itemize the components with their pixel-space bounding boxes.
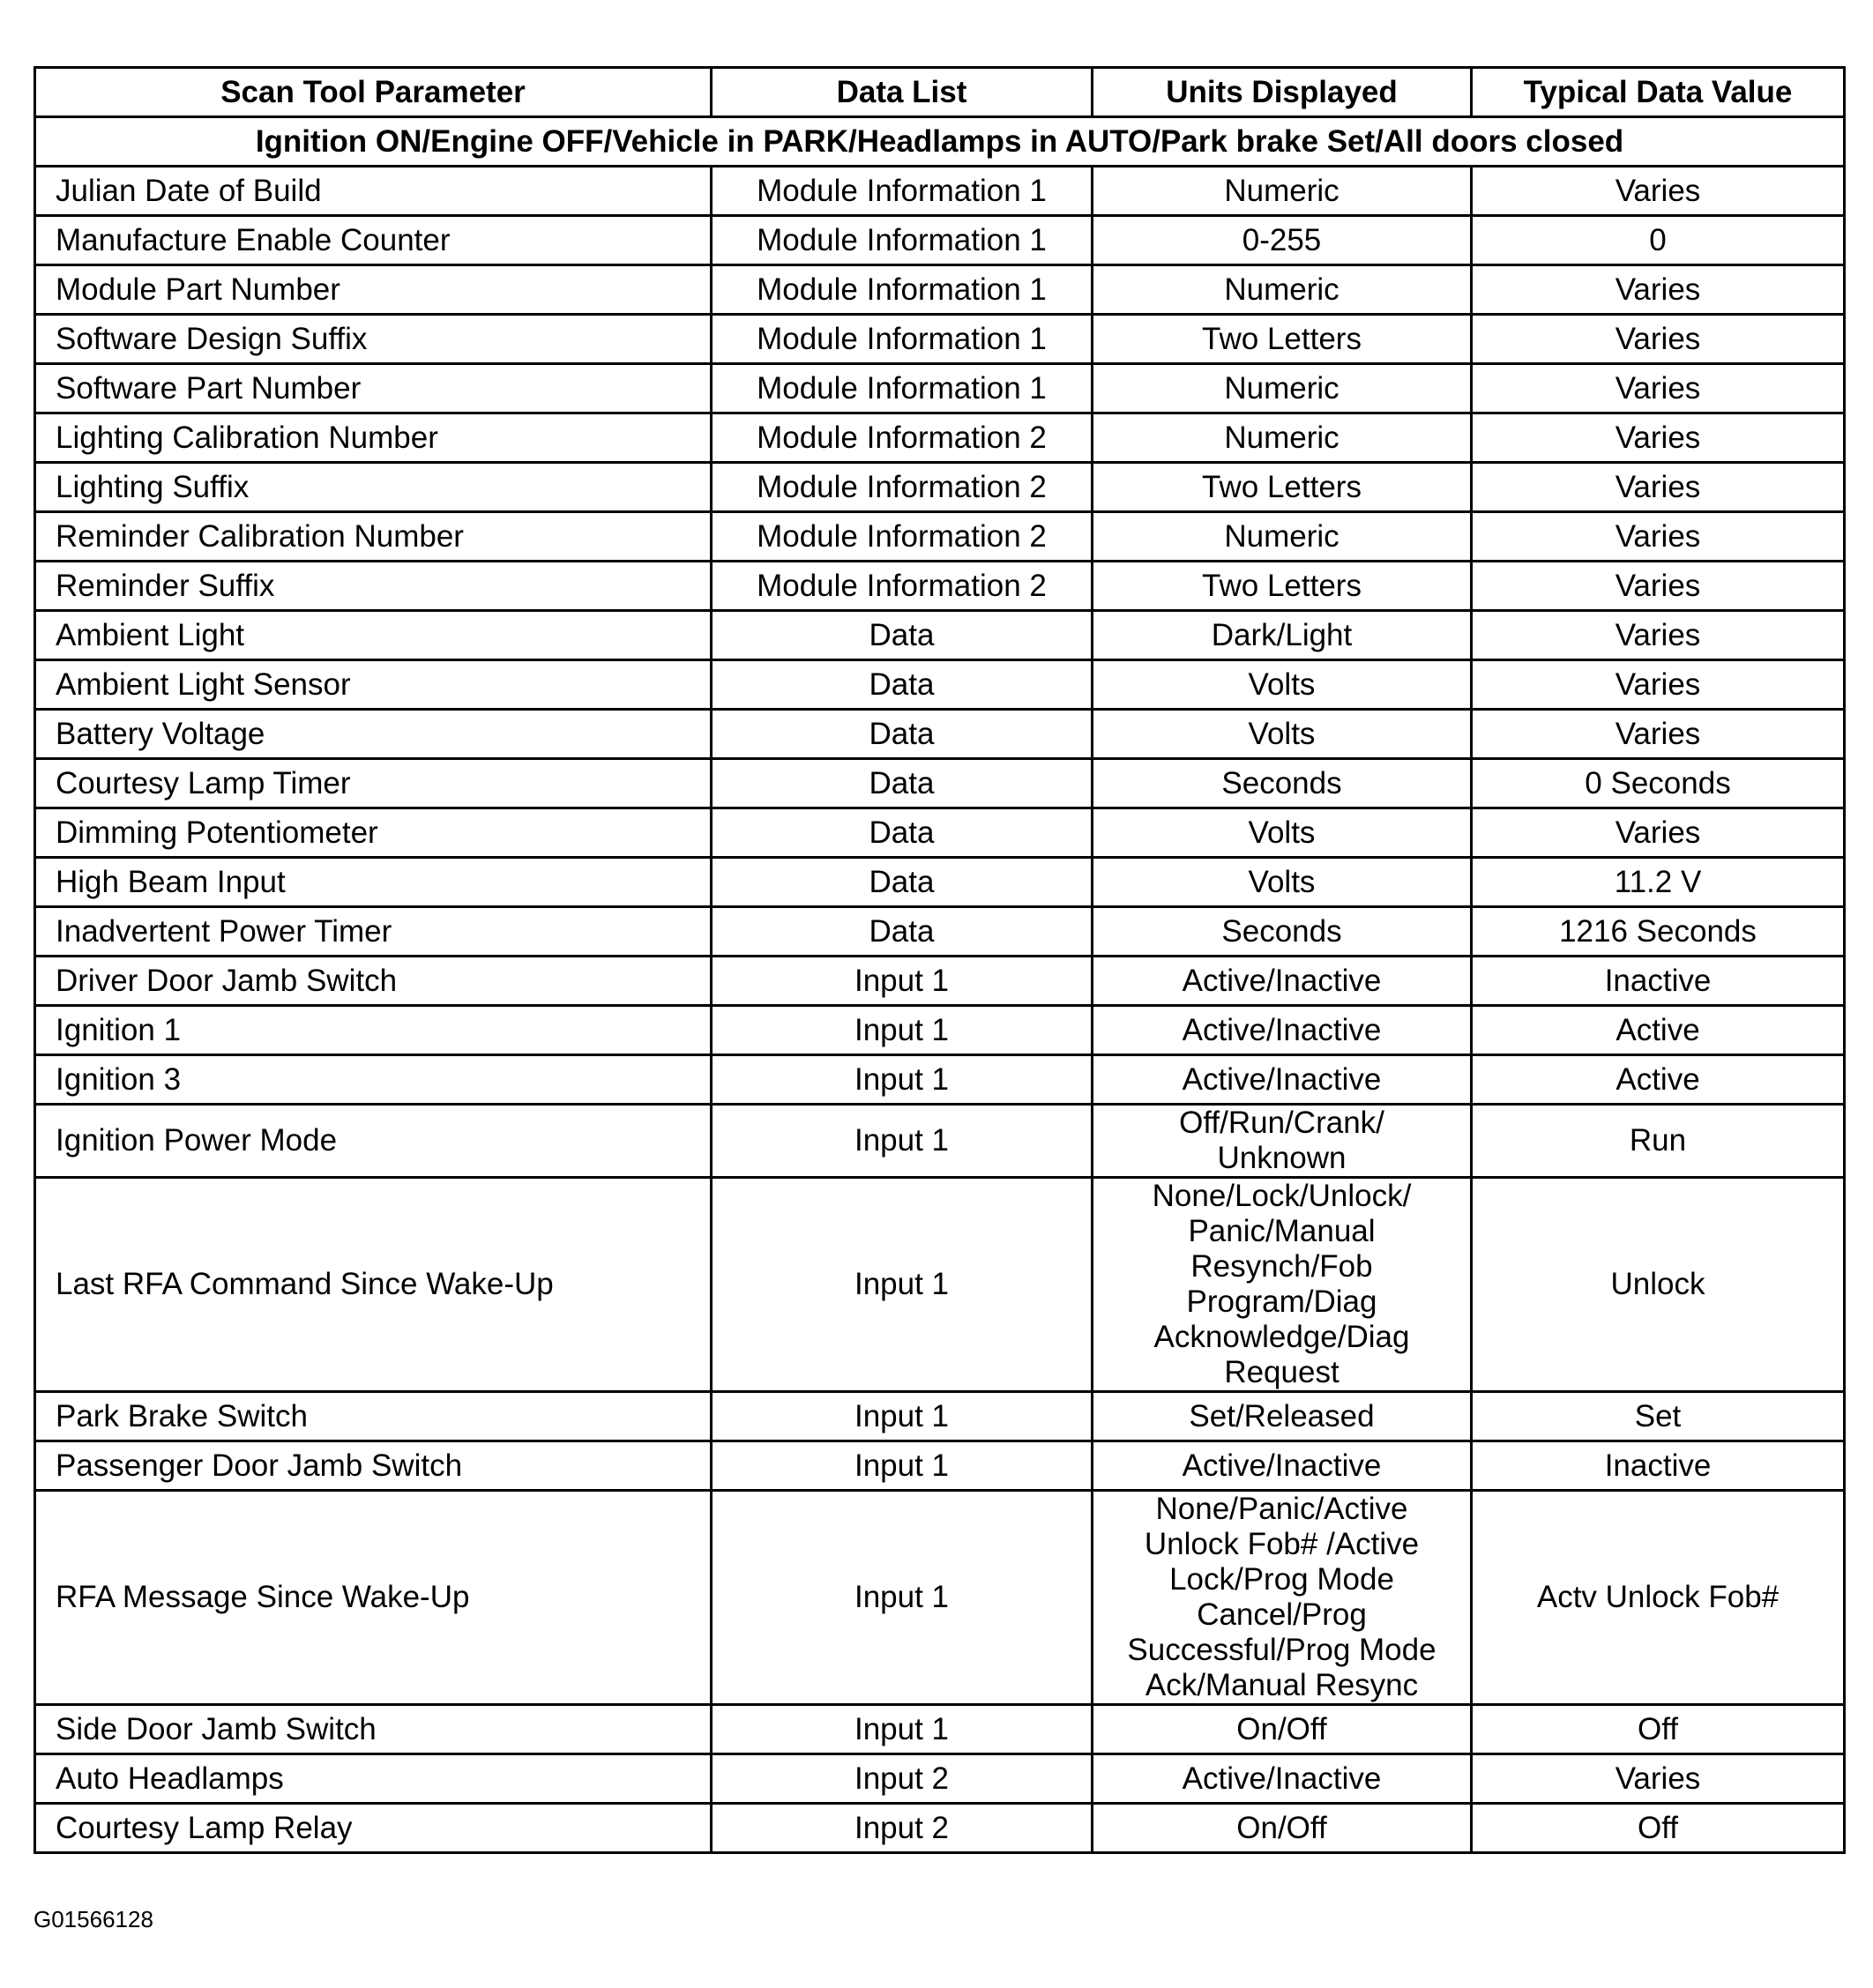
parameter-cell: Lighting Calibration Number <box>35 413 712 463</box>
parameter-cell: Ignition 1 <box>35 1006 712 1055</box>
parameter-cell: Ignition Power Mode <box>35 1105 712 1178</box>
typical-value-cell: Run <box>1472 1105 1845 1178</box>
table-row <box>35 1006 1845 1055</box>
table-row <box>35 710 1845 759</box>
data-list-cell: Input 1 <box>712 1178 1093 1392</box>
typical-value-cell: Varies <box>1472 167 1845 216</box>
units-cell: Two Letters <box>1093 315 1472 364</box>
table-row <box>35 512 1845 562</box>
parameter-cell: Battery Voltage <box>35 710 712 759</box>
parameter-cell: Manufacture Enable Counter <box>35 216 712 265</box>
typical-value-cell: Unlock <box>1472 1178 1845 1392</box>
table-row <box>35 1392 1845 1441</box>
typical-value-cell: Varies <box>1472 611 1845 660</box>
parameter-cell: Software Part Number <box>35 364 712 413</box>
parameter-cell: Julian Date of Build <box>35 167 712 216</box>
table-row <box>35 1441 1845 1491</box>
units-cell: Set/Released <box>1093 1392 1472 1441</box>
units-cell: Active/Inactive <box>1093 1754 1472 1804</box>
data-list-cell: Module Information 2 <box>712 463 1093 512</box>
data-list-cell: Data <box>712 808 1093 858</box>
data-list-cell: Data <box>712 710 1093 759</box>
parameter-cell: Park Brake Switch <box>35 1392 712 1441</box>
parameter-cell: Lighting Suffix <box>35 463 712 512</box>
typical-value-cell: Varies <box>1472 364 1845 413</box>
table-row <box>35 858 1845 907</box>
data-list-cell: Module Information 2 <box>712 562 1093 611</box>
data-list-cell: Module Information 2 <box>712 413 1093 463</box>
data-list-cell: Input 1 <box>712 1006 1093 1055</box>
data-list-cell: Data <box>712 611 1093 660</box>
parameter-cell: Inadvertent Power Timer <box>35 907 712 957</box>
typical-value-cell: Active <box>1472 1006 1845 1055</box>
parameter-cell: Ambient Light Sensor <box>35 660 712 710</box>
header-units-displayed: Units Displayed <box>1093 68 1472 117</box>
table-row <box>35 660 1845 710</box>
data-list-cell: Input 1 <box>712 1441 1093 1491</box>
data-list-cell: Input 1 <box>712 1392 1093 1441</box>
typical-value-cell: Off <box>1472 1804 1845 1853</box>
data-list-cell: Module Information 1 <box>712 167 1093 216</box>
data-list-cell: Input 1 <box>712 1105 1093 1178</box>
table-row <box>35 1491 1845 1705</box>
units-cell: Active/Inactive <box>1093 1441 1472 1491</box>
typical-value-cell: 11.2 V <box>1472 858 1845 907</box>
data-list-cell: Module Information 1 <box>712 364 1093 413</box>
table-header-row <box>35 68 1845 117</box>
typical-value-cell: Varies <box>1472 808 1845 858</box>
table-row <box>35 1804 1845 1853</box>
units-cell: Two Letters <box>1093 463 1472 512</box>
data-list-cell: Module Information 2 <box>712 512 1093 562</box>
data-list-cell: Input 1 <box>712 1055 1093 1105</box>
data-list-cell: Data <box>712 759 1093 808</box>
table-row <box>35 1754 1845 1804</box>
typical-value-cell: 0 <box>1472 216 1845 265</box>
typical-value-cell: Varies <box>1472 1754 1845 1804</box>
units-cell: Numeric <box>1093 265 1472 315</box>
units-cell: Dark/Light <box>1093 611 1472 660</box>
units-cell: On/Off <box>1093 1804 1472 1853</box>
table-row <box>35 413 1845 463</box>
data-list-cell: Data <box>712 660 1093 710</box>
table-row <box>35 364 1845 413</box>
typical-value-cell: 1216 Seconds <box>1472 907 1845 957</box>
parameter-cell: Software Design Suffix <box>35 315 712 364</box>
typical-value-cell: Varies <box>1472 660 1845 710</box>
typical-value-cell: Varies <box>1472 463 1845 512</box>
units-cell: Volts <box>1093 660 1472 710</box>
table-row <box>35 1178 1845 1392</box>
parameter-cell: Side Door Jamb Switch <box>35 1705 712 1754</box>
typical-value-cell: Inactive <box>1472 1441 1845 1491</box>
table-row <box>35 315 1845 364</box>
units-cell: Numeric <box>1093 167 1472 216</box>
test-condition-row <box>35 117 1845 167</box>
parameter-cell: Reminder Suffix <box>35 562 712 611</box>
typical-value-cell: Varies <box>1472 265 1845 315</box>
units-cell: Active/Inactive <box>1093 1055 1472 1105</box>
table-row <box>35 463 1845 512</box>
table-row <box>35 562 1845 611</box>
parameter-cell: Passenger Door Jamb Switch <box>35 1441 712 1491</box>
data-list-cell: Input 1 <box>712 1491 1093 1705</box>
units-cell: Active/Inactive <box>1093 1006 1472 1055</box>
typical-value-cell: Inactive <box>1472 957 1845 1006</box>
table-row <box>35 611 1845 660</box>
parameter-cell: Courtesy Lamp Timer <box>35 759 712 808</box>
table-row <box>35 265 1845 315</box>
units-cell: None/Panic/Active Unlock Fob# /Active Lock/Prog Mode Cancel/Prog Successful/Prog Mode Ack/Manual Resync <box>1093 1491 1472 1705</box>
typical-value-cell: Actv Unlock Fob# <box>1472 1491 1845 1705</box>
units-cell: 0-255 <box>1093 216 1472 265</box>
units-cell: Numeric <box>1093 413 1472 463</box>
typical-value-cell: Active <box>1472 1055 1845 1105</box>
parameter-cell: Ambient Light <box>35 611 712 660</box>
data-list-cell: Input 2 <box>712 1754 1093 1804</box>
typical-value-cell: Varies <box>1472 710 1845 759</box>
scan-tool-data-sheet <box>34 66 1843 1854</box>
parameter-cell: Courtesy Lamp Relay <box>35 1804 712 1853</box>
typical-value-cell: Varies <box>1472 562 1845 611</box>
data-list-cell: Input 1 <box>712 957 1093 1006</box>
parameter-cell: RFA Message Since Wake-Up <box>35 1491 712 1705</box>
typical-value-cell: Varies <box>1472 315 1845 364</box>
units-cell: Seconds <box>1093 759 1472 808</box>
table-row <box>35 216 1845 265</box>
units-cell: Off/Run/Crank/ Unknown <box>1093 1105 1472 1178</box>
parameter-cell: High Beam Input <box>35 858 712 907</box>
units-cell: None/Lock/Unlock/ Panic/Manual Resynch/Fob Program/Diag Acknowledge/Diag Request <box>1093 1178 1472 1392</box>
table-row <box>35 957 1845 1006</box>
table-row <box>35 907 1845 957</box>
table-row <box>35 167 1845 216</box>
typical-value-cell: Varies <box>1472 413 1845 463</box>
typical-value-cell: 0 Seconds <box>1472 759 1845 808</box>
scan-tool-data-table <box>34 66 1846 1854</box>
data-list-cell: Data <box>712 907 1093 957</box>
parameter-cell: Reminder Calibration Number <box>35 512 712 562</box>
typical-value-cell: Set <box>1472 1392 1845 1441</box>
data-list-cell: Input 2 <box>712 1804 1093 1853</box>
units-cell: Two Letters <box>1093 562 1472 611</box>
table-row <box>35 759 1845 808</box>
data-list-cell: Data <box>712 858 1093 907</box>
parameter-cell: Ignition 3 <box>35 1055 712 1105</box>
units-cell: Volts <box>1093 710 1472 759</box>
data-list-cell: Input 1 <box>712 1705 1093 1754</box>
parameter-cell: Module Part Number <box>35 265 712 315</box>
table-row <box>35 1055 1845 1105</box>
units-cell: Active/Inactive <box>1093 957 1472 1006</box>
table-row <box>35 808 1845 858</box>
table-row <box>35 1705 1845 1754</box>
figure-id: G01566128 <box>34 1906 153 1932</box>
units-cell: Seconds <box>1093 907 1472 957</box>
header-scan-tool-parameter: Scan Tool Parameter <box>35 68 712 117</box>
typical-value-cell: Varies <box>1472 512 1845 562</box>
data-list-cell: Module Information 1 <box>712 315 1093 364</box>
parameter-cell: Driver Door Jamb Switch <box>35 957 712 1006</box>
header-typical-data-value: Typical Data Value <box>1472 68 1845 117</box>
header-data-list: Data List <box>712 68 1093 117</box>
typical-value-cell: Off <box>1472 1705 1845 1754</box>
units-cell: Numeric <box>1093 512 1472 562</box>
units-cell: Numeric <box>1093 364 1472 413</box>
units-cell: Volts <box>1093 858 1472 907</box>
test-condition: Ignition ON/Engine OFF/Vehicle in PARK/Headlamps in AUTO/Park brake Set/All doors closed <box>35 117 1845 167</box>
units-cell: Volts <box>1093 808 1472 858</box>
table-row <box>35 1105 1845 1178</box>
data-list-cell: Module Information 1 <box>712 216 1093 265</box>
data-list-cell: Module Information 1 <box>712 265 1093 315</box>
parameter-cell: Dimming Potentiometer <box>35 808 712 858</box>
table-body <box>35 117 1845 1853</box>
units-cell: On/Off <box>1093 1705 1472 1754</box>
parameter-cell: Auto Headlamps <box>35 1754 712 1804</box>
parameter-cell: Last RFA Command Since Wake-Up <box>35 1178 712 1392</box>
